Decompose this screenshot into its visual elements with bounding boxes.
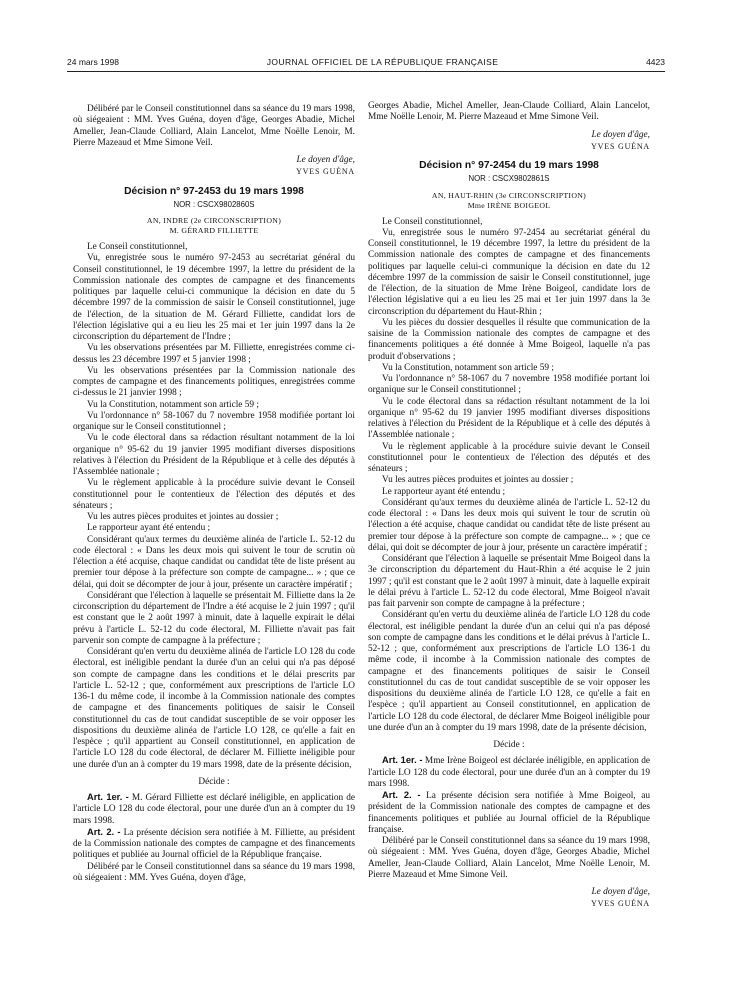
article-2-label: Art. 2. - xyxy=(382,790,421,800)
signature-name: YVES GUÉNA xyxy=(591,141,650,151)
closing-deliberation: Délibéré par le Conseil constitutionnel dans sa séance du 19 mars 1998, où siégeaient : MM. Yves Guéna, doyen d'âge, Georges Abadie, Michel Ameller, Jean-Claude Colliard, Alain Lancelot, Mme Noëlle Lenoir, M. Pierre Mazeaud et Mme Simone Veil. xyxy=(368,836,650,880)
journal-title: JOURNAL OFFICIEL DE LA RÉPUBLIQUE FRANÇAISE xyxy=(266,57,499,67)
paragraph: Le rapporteur ayant été entendu ; xyxy=(87,523,211,534)
signature-name: YVES GUÉNA xyxy=(296,167,355,177)
paragraph: Vu le code électoral dans sa rédaction résultant notamment de la loi organique n° 95-62 du 19 janvier 1995 modifiant diverses dispositions relatives à l'élection du Président de la République et à celle des députés à l'Assemblée nationale ; xyxy=(73,433,355,477)
signature-name: YVES GUÉNA xyxy=(591,899,650,909)
paragraph: Vu l'ordonnance n° 58-1067 du 7 novembre 1958 modifiée portant loi organique sur le Conseil constitutionnel ; xyxy=(368,374,650,396)
header-date: 24 mars 1998 xyxy=(67,57,119,67)
header-rule xyxy=(67,71,665,72)
candidate-line: M. GÉRARD FILLIETTE xyxy=(169,226,259,235)
paragraph: Considérant que l'élection à laquelle se présentait M. Filliette dans la 2e circonscription du département de l'Indre a été acquise le 2 juin 1997 ; qu'il est constant que le 2 août 1997 à minuit, date à laquelle expirait le délai prévu à l'article L. 52-12 du code électoral, M. Filliette n'avait pas fait parvenir son compte de campagne à la préfecture ; xyxy=(73,590,355,646)
signature-title: Le doyen d'âge, xyxy=(591,887,650,897)
paragraph: Vu les autres pièces produites et jointes au dossier ; xyxy=(87,512,279,522)
paragraph: Vu les autres pièces produites et jointes au dossier ; xyxy=(382,475,574,486)
continued-deliberation: Georges Abadie, Michel Ameller, Jean-Claude Colliard, Alain Lancelot, Mme Noëlle Lenoir, M. Pierre Mazeaud et Mme Simone Veil. xyxy=(368,101,650,123)
paragraph: Considérant qu'aux termes du deuxième alinéa de l'article L. 52-12 du code électoral : « Dans les deux mois qui suivent le tour de scrutin où l'élection a été acquise, chaque candidat ou candidat tête de liste présent au premier tour dépose à la préfecture son compte de campagne... » ; que ce délai, qui doit se décompter de jour à jour, présente un caractère impératif ; xyxy=(73,534,355,590)
paragraph: Vu le règlement applicable à la procédure suivie devant le Conseil constitutionnel pour le contentieux de l'élection des députés et des sénateurs ; xyxy=(368,441,650,474)
article-2-text: La présente décision sera notifiée à M. Filliette, au président de la Commission nationale des comptes de campagne et des financements politiques et publiée au Journal officiel de la République française. xyxy=(73,827,356,861)
decide-heading: Décide : xyxy=(198,776,230,787)
article-1 xyxy=(73,792,355,827)
signature-title: Le doyen d'âge, xyxy=(591,129,650,140)
article-2 xyxy=(73,827,355,862)
paragraph: Vu le règlement applicable à la procédure suivie devant le Conseil constitutionnel pour le contentieux de l'élection des députés et des sénateurs ; xyxy=(73,478,355,511)
paragraph: Le Conseil constitutionnel, xyxy=(382,216,483,227)
paragraph: Considérant que l'élection à laquelle se présentait Mme Boigeol dans la 3e circonscription du département du Haut-Rhin a été acquise le 2 juin 1997 ; qu'il est constant que le 2 août 1997 à minuit, date à laquelle expirait le délai prévu à l'article L. 52-12 du code électoral, Mme Boigeol n'avait pas fait parvenir son compte de campagne à la préfecture ; xyxy=(368,554,650,609)
article-2-text: La présente décision sera notifiée à Mme Boigeol, au président de la Commission nationale des comptes de campagne et des financements politiques et publiée au Journal officiel de la République française. xyxy=(368,791,651,835)
article-1 xyxy=(368,755,650,790)
left-column xyxy=(73,104,355,884)
decision-title: Décision n° 97-2454 du 19 mars 1998 xyxy=(419,160,599,171)
paragraph: Vu, enregistrée sous le numéro 97-2453 au secrétariat général du Conseil constitutionnel, le 19 décembre 1997, la lettre du président de la Commission nationale des comptes de campagne et des financements politiques par laquelle celui-ci communique la décision en date du 5 décembre 1997 de la commission de saisir le Conseil constitutionnel, juge de l'élection, de la situation de M. Gérard Filliette, candidat lors de l'élection législative qui a eu lieu les 25 mai et 1er juin 1997 dans la 2e circonscription du département de l'Indre ; xyxy=(73,253,355,342)
paragraph: Considérant qu'en vertu du deuxième alinéa de l'article LO 128 du code électoral, est inéligible pendant la durée d'un an celui qui n'a pas déposé son compte de campagne dans les conditions et le délai prévus à l'article L. 52-12 ; que, conformément aux prescriptions de l'article LO 136-1 du même code, il incombe à la Commission nationale des comptes de campagne et des financements politiques de saisir le Conseil constitutionnel du cas de tout candidat susceptible de se voir opposer les dispositions du deuxième alinéa de l'article LO 128, ce qu'elle a fait en l'espèce ; qu'il appartient au Conseil constitutionnel, en application de l'article LO 128 du code électoral, de déclarer Mme Boigeol inéligible pour une durée d'un an à compter du 19 mars 1998, date de la présente décision, xyxy=(368,610,650,733)
paragraph: Vu les pièces du dossier desquelles il résulte que communication de la saisine de la Commission nationale des comptes de campagne et des financements politiques a été donnée à Mme Boigeol, laquelle n'a pas produit d'observations ; xyxy=(368,317,650,362)
paragraph: Le rapporteur ayant été entendu ; xyxy=(382,486,506,497)
right-column xyxy=(368,101,650,916)
paragraph: Le Conseil constitutionnel, xyxy=(87,242,188,252)
signature-title: Le doyen d'âge, xyxy=(296,155,355,165)
article-1-label: Art. 1er. - xyxy=(87,792,129,802)
article-2 xyxy=(368,790,650,836)
closing-deliberation: Délibéré par le Conseil constitutionnel dans sa séance du 19 mars 1998, où siégeaient : MM. Yves Guéna, doyen d'âge, xyxy=(73,861,355,883)
paragraph: Vu l'ordonnance n° 58-1067 du 7 novembre 1958 modifiée portant loi organique sur le Conseil constitutionnel ; xyxy=(73,410,355,432)
paragraph: Vu le code électoral dans sa rédaction résultant notamment de la loi organique n° 95-62 du 19 janvier 1995 modifiant diverses dispositions relatives à l'élection du Président de la République et à celle des députés à l'Assemblée nationale ; xyxy=(368,396,650,441)
previous-deliberation: Délibéré par le Conseil constitutionnel dans sa séance du 19 mars 1998, où siégeaient : MM. Yves Guéna, doyen d'âge, Georges Abadie, Michel Ameller, Jean-Claude Colliard, Alain Lancelot, Mme Noëlle Lenoir, M. Pierre Mazeaud et Mme Simone Veil. xyxy=(73,104,355,148)
nor-reference: NOR : CSCX9802860S xyxy=(173,199,255,209)
article-1-label: Art. 1er. - xyxy=(382,755,423,766)
nor-reference: NOR : CSCX9802861S xyxy=(468,174,550,184)
decide-heading: Décide : xyxy=(493,740,525,750)
constituency-line: AN, INDRE (2e CIRCONSCRIPTION) xyxy=(146,216,282,225)
paragraph: Vu la Constitution, notamment son article 59 ; xyxy=(382,362,554,373)
constituency-line: AN, HAUT-RHIN (3e CIRCONSCRIPTION) xyxy=(431,190,587,200)
paragraph: Vu la Constitution, notamment son article 59 ; xyxy=(87,399,259,410)
article-1-text: Mme Irène Boigeol est déclarée inéligible, en application de l'article LO 128 du code électoral, pour une durée d'un an à compter du 19 mars 1998. xyxy=(368,756,650,789)
decision-title: Décision n° 97-2453 du 19 mars 1998 xyxy=(124,185,304,197)
page-number: 4423 xyxy=(646,57,665,67)
article-1-text: M. Gérard Filliette est déclaré inéligible, en application de l'article LO 128 du code électoral, pour une durée d'un an à compter du 19 mars 1998. xyxy=(73,793,355,826)
paragraph: Considérant qu'aux termes du deuxième alinéa de l'article L. 52-12 du code électoral : « Dans les deux mois qui suivent le tour de scrutin où l'élection a été acquise, chaque candidat ou candidat tête de liste présent au premier tour dépose à la préfecture son compte de campagne... » ; que ce délai, qui doit se décompter de jour à jour, présente un caractère impératif ; xyxy=(368,497,650,553)
candidate-line: Mme IRÈNE BOIGEOL xyxy=(467,200,551,210)
page-header xyxy=(67,57,665,67)
paragraph: Vu, enregistrée sous le numéro 97-2454 au secrétariat général du Conseil constitutionnel, le 19 décembre 1997, la lettre du président de la Commission nationale des comptes de campagne et des financements politiques par laquelle celui-ci communique la décision en date du 12 décembre 1997 de la commission de saisir le Conseil constitutionnel, juge de l'élection, de la situation de Mme Irène Boigeol, candidate lors de l'élection législative qui a eu lieu les 25 mai et 1er juin 1997 dans la 3e circonscription du département du Haut-Rhin ; xyxy=(368,227,650,317)
article-2-label: Art. 2. - xyxy=(87,826,121,837)
paragraph: Vu les observations présentées par M. Filliette, enregistrées comme ci-dessus les 23 décembre 1997 et 5 janvier 1998 ; xyxy=(73,343,355,365)
paragraph: Vu les observations présentées par la Commission nationale des comptes de campagne et des financements politiques, enregistrées comme ci-dessus le 21 janvier 1998 ; xyxy=(73,365,355,399)
paragraph: Considérant qu'en vertu du deuxième alinéa de l'article LO 128 du code électoral, est inéligible pendant la durée d'un an celui qui n'a pas déposé son compte de campagne dans les conditions et le délai prescrits par l'article L. 52-12 ; que, conformément aux prescriptions de l'article LO 136-1 du même code, il incombe à la Commission nationale des comptes de campagne et des financements politiques de saisir le Conseil constitutionnel du cas de tout candidat susceptible de se voir opposer les dispositions du deuxième alinéa de l'article LO 128, ce qu'elle a fait en l'espèce ; qu'il appartient au Conseil constitutionnel, en application de l'article LO 128 du code électoral, de déclarer M. Filliette inéligible pour une durée d'un an à compter du 19 mars 1998, date de la présente décision, xyxy=(73,647,355,770)
